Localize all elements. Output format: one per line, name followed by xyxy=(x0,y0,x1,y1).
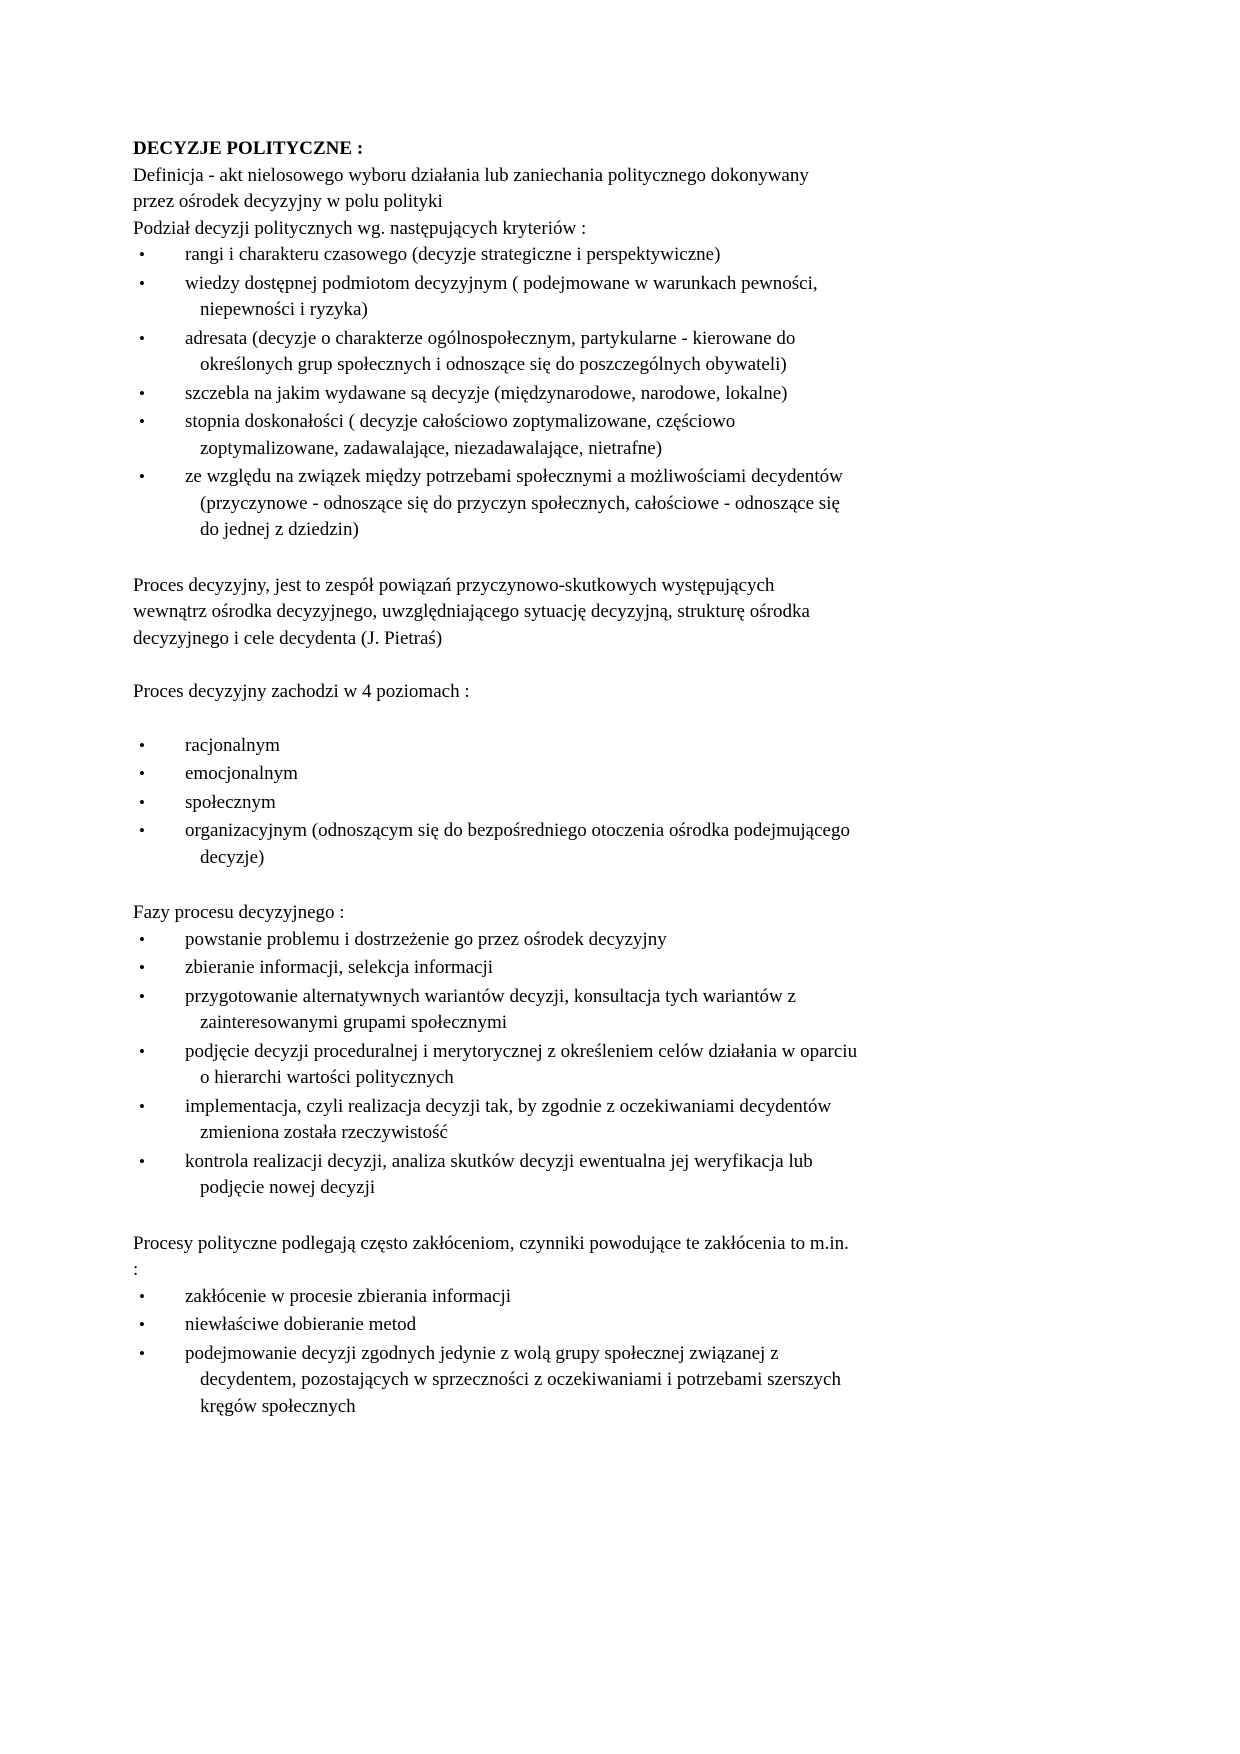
criteria-list xyxy=(133,242,1143,544)
bullet-icon: • xyxy=(139,1151,145,1171)
bullet-icon: • xyxy=(139,986,145,1006)
levels-intro-paragraph: Proces decyzyjny zachodzi w 4 poziomach : xyxy=(133,681,470,702)
bullet-icon: • xyxy=(139,1096,145,1116)
phase-text: przygotowanie alternatywnych wariantów decyzji, konsultacja tych wariantów z zainteresowanymi grupami społecznymi xyxy=(185,985,796,1033)
bullet-icon: • xyxy=(139,735,145,755)
level-item xyxy=(133,733,1143,760)
bullet-icon: • xyxy=(139,383,145,403)
criteria-intro-paragraph: Podział decyzji politycznych wg. następujących kryteriów : xyxy=(133,217,587,239)
bullet-icon: • xyxy=(139,245,145,264)
disturbance-text: niewłaściwe dobieranie metod xyxy=(185,1314,417,1335)
level-item xyxy=(133,761,1143,788)
criterion-text: adresata (decyzje o charakterze ogólnospołecznym, partykularne - kierowane do określonych grup społecznych i odnoszące się do poszczególnych obywateli) xyxy=(185,327,796,375)
criterion-text: rangi i charakteru czasowego (decyzje strategiczne i perspektywiczne) xyxy=(185,244,721,265)
criterion-text: stopnia doskonałości ( decyzje całościowo zoptymalizowane, częściowo zoptymalizowane, zadawalające, niezadawalające, nietrafne) xyxy=(185,411,736,459)
section-gap xyxy=(133,873,1143,900)
bullet-icon: • xyxy=(139,467,145,486)
criterion-item xyxy=(133,326,1143,379)
disturbance-item xyxy=(133,1312,1143,1339)
criterion-item xyxy=(133,271,1143,324)
level-text: emocjonalnym xyxy=(185,763,298,784)
phase-item xyxy=(133,1094,1143,1147)
bullet-icon: • xyxy=(139,1041,145,1061)
criterion-text: wiedzy dostępnej podmiotom decyzyjnym ( podejmowane w warunkach pewności, niepewności i ryzyka) xyxy=(185,272,818,320)
process-definition-paragraph: Proces decyzyjny, jest to zespół powiązań przyczynowo-skutkowych występujących wewnątrz ośrodka decyzyjnego, uwzględniającego sytuację decyzyjną, strukturę ośrodka decyzyjnego i cele decydenta (J. Pietraś) xyxy=(133,574,810,649)
disturbance-text: podejmowanie decyzji zgodnych jedynie z wolą grupy społecznej związanej z decydentem, pozostających w sprzeczności z oczekiwaniami i potrzebami szerszych kręgów społecznych xyxy=(185,1342,841,1417)
bullet-icon: • xyxy=(139,273,145,293)
disturbance-item xyxy=(133,1341,1143,1421)
disturbances-list xyxy=(133,1284,1143,1421)
bullet-icon: • xyxy=(139,958,145,977)
levels-list xyxy=(133,733,1143,872)
bullet-icon: • xyxy=(139,1286,145,1306)
page-title: DECYZJE POLITYCZNE : xyxy=(133,138,364,159)
bullet-icon: • xyxy=(139,1315,145,1334)
level-item xyxy=(133,818,1143,871)
phase-text: podjęcie decyzji proceduralnej i merytorycznej z określeniem celów działania w oparciu o hierarchi wartości politycznych xyxy=(185,1040,858,1088)
phase-text: powstanie problemu i dostrzeżenie go przez ośrodek decyzyjny xyxy=(185,928,667,950)
section-gap xyxy=(133,706,1143,733)
phases-list xyxy=(133,927,1143,1202)
section-gap xyxy=(133,652,1143,679)
disturbance-text: zakłócenie w procesie zbierania informacji xyxy=(185,1285,511,1307)
phase-item xyxy=(133,984,1143,1037)
phase-text: zbieranie informacji, selekcja informacji xyxy=(185,957,494,978)
criterion-text: szczebla na jakim wydawane są decyzje (międzynarodowe, narodowe, lokalne) xyxy=(185,382,788,404)
criterion-item xyxy=(133,242,1143,269)
bullet-icon: • xyxy=(139,929,145,949)
phase-item xyxy=(133,927,1143,954)
section-gap xyxy=(133,1204,1143,1231)
bullet-icon: • xyxy=(139,1343,145,1363)
phase-text: implementacja, czyli realizacja decyzji tak, by zgodnie z oczekiwaniami decydentów zmieniona została rzeczywistość xyxy=(185,1095,832,1143)
phases-intro-paragraph: Fazy procesu decyzyjnego : xyxy=(133,902,345,923)
phase-item xyxy=(133,1039,1143,1092)
phase-item xyxy=(133,1149,1143,1202)
section-gap xyxy=(133,546,1143,573)
level-text: racjonalnym xyxy=(185,734,280,756)
bullet-icon: • xyxy=(139,821,145,840)
bullet-icon: • xyxy=(139,328,145,348)
criterion-item xyxy=(133,381,1143,408)
definition-paragraph: Definicja - akt nielosowego wyboru działania lub zaniechania politycznego dokonywany przez ośrodek decyzyjny w polu polityki xyxy=(133,164,809,212)
criterion-text: ze względu na związek między potrzebami społecznymi a możliwościami decydentów (przyczynowe - odnoszące się do przyczyn społecznych, całościowe - odnoszące się do jednej z dziedzin) xyxy=(185,466,843,540)
level-text: społecznym xyxy=(185,791,276,813)
criterion-item xyxy=(133,409,1143,462)
level-item xyxy=(133,790,1143,817)
bullet-icon: • xyxy=(139,412,145,431)
disturbance-item xyxy=(133,1284,1143,1311)
criterion-item xyxy=(133,464,1143,544)
phase-text: kontrola realizacji decyzji, analiza skutków decyzji ewentualna jej weryfikacja lub podjęcie nowej decyzji xyxy=(185,1150,813,1198)
bullet-icon: • xyxy=(139,764,145,783)
bullet-icon: • xyxy=(139,792,145,812)
disturbances-intro-paragraph: Procesy polityczne podlegają często zakłóceniom, czynniki powodujące te zakłócenia to m.in. : xyxy=(133,1232,849,1280)
phase-item xyxy=(133,955,1143,982)
level-text: organizacyjnym (odnoszącym się do bezpośredniego otoczenia ośrodka podejmującego decyzje) xyxy=(185,820,850,868)
